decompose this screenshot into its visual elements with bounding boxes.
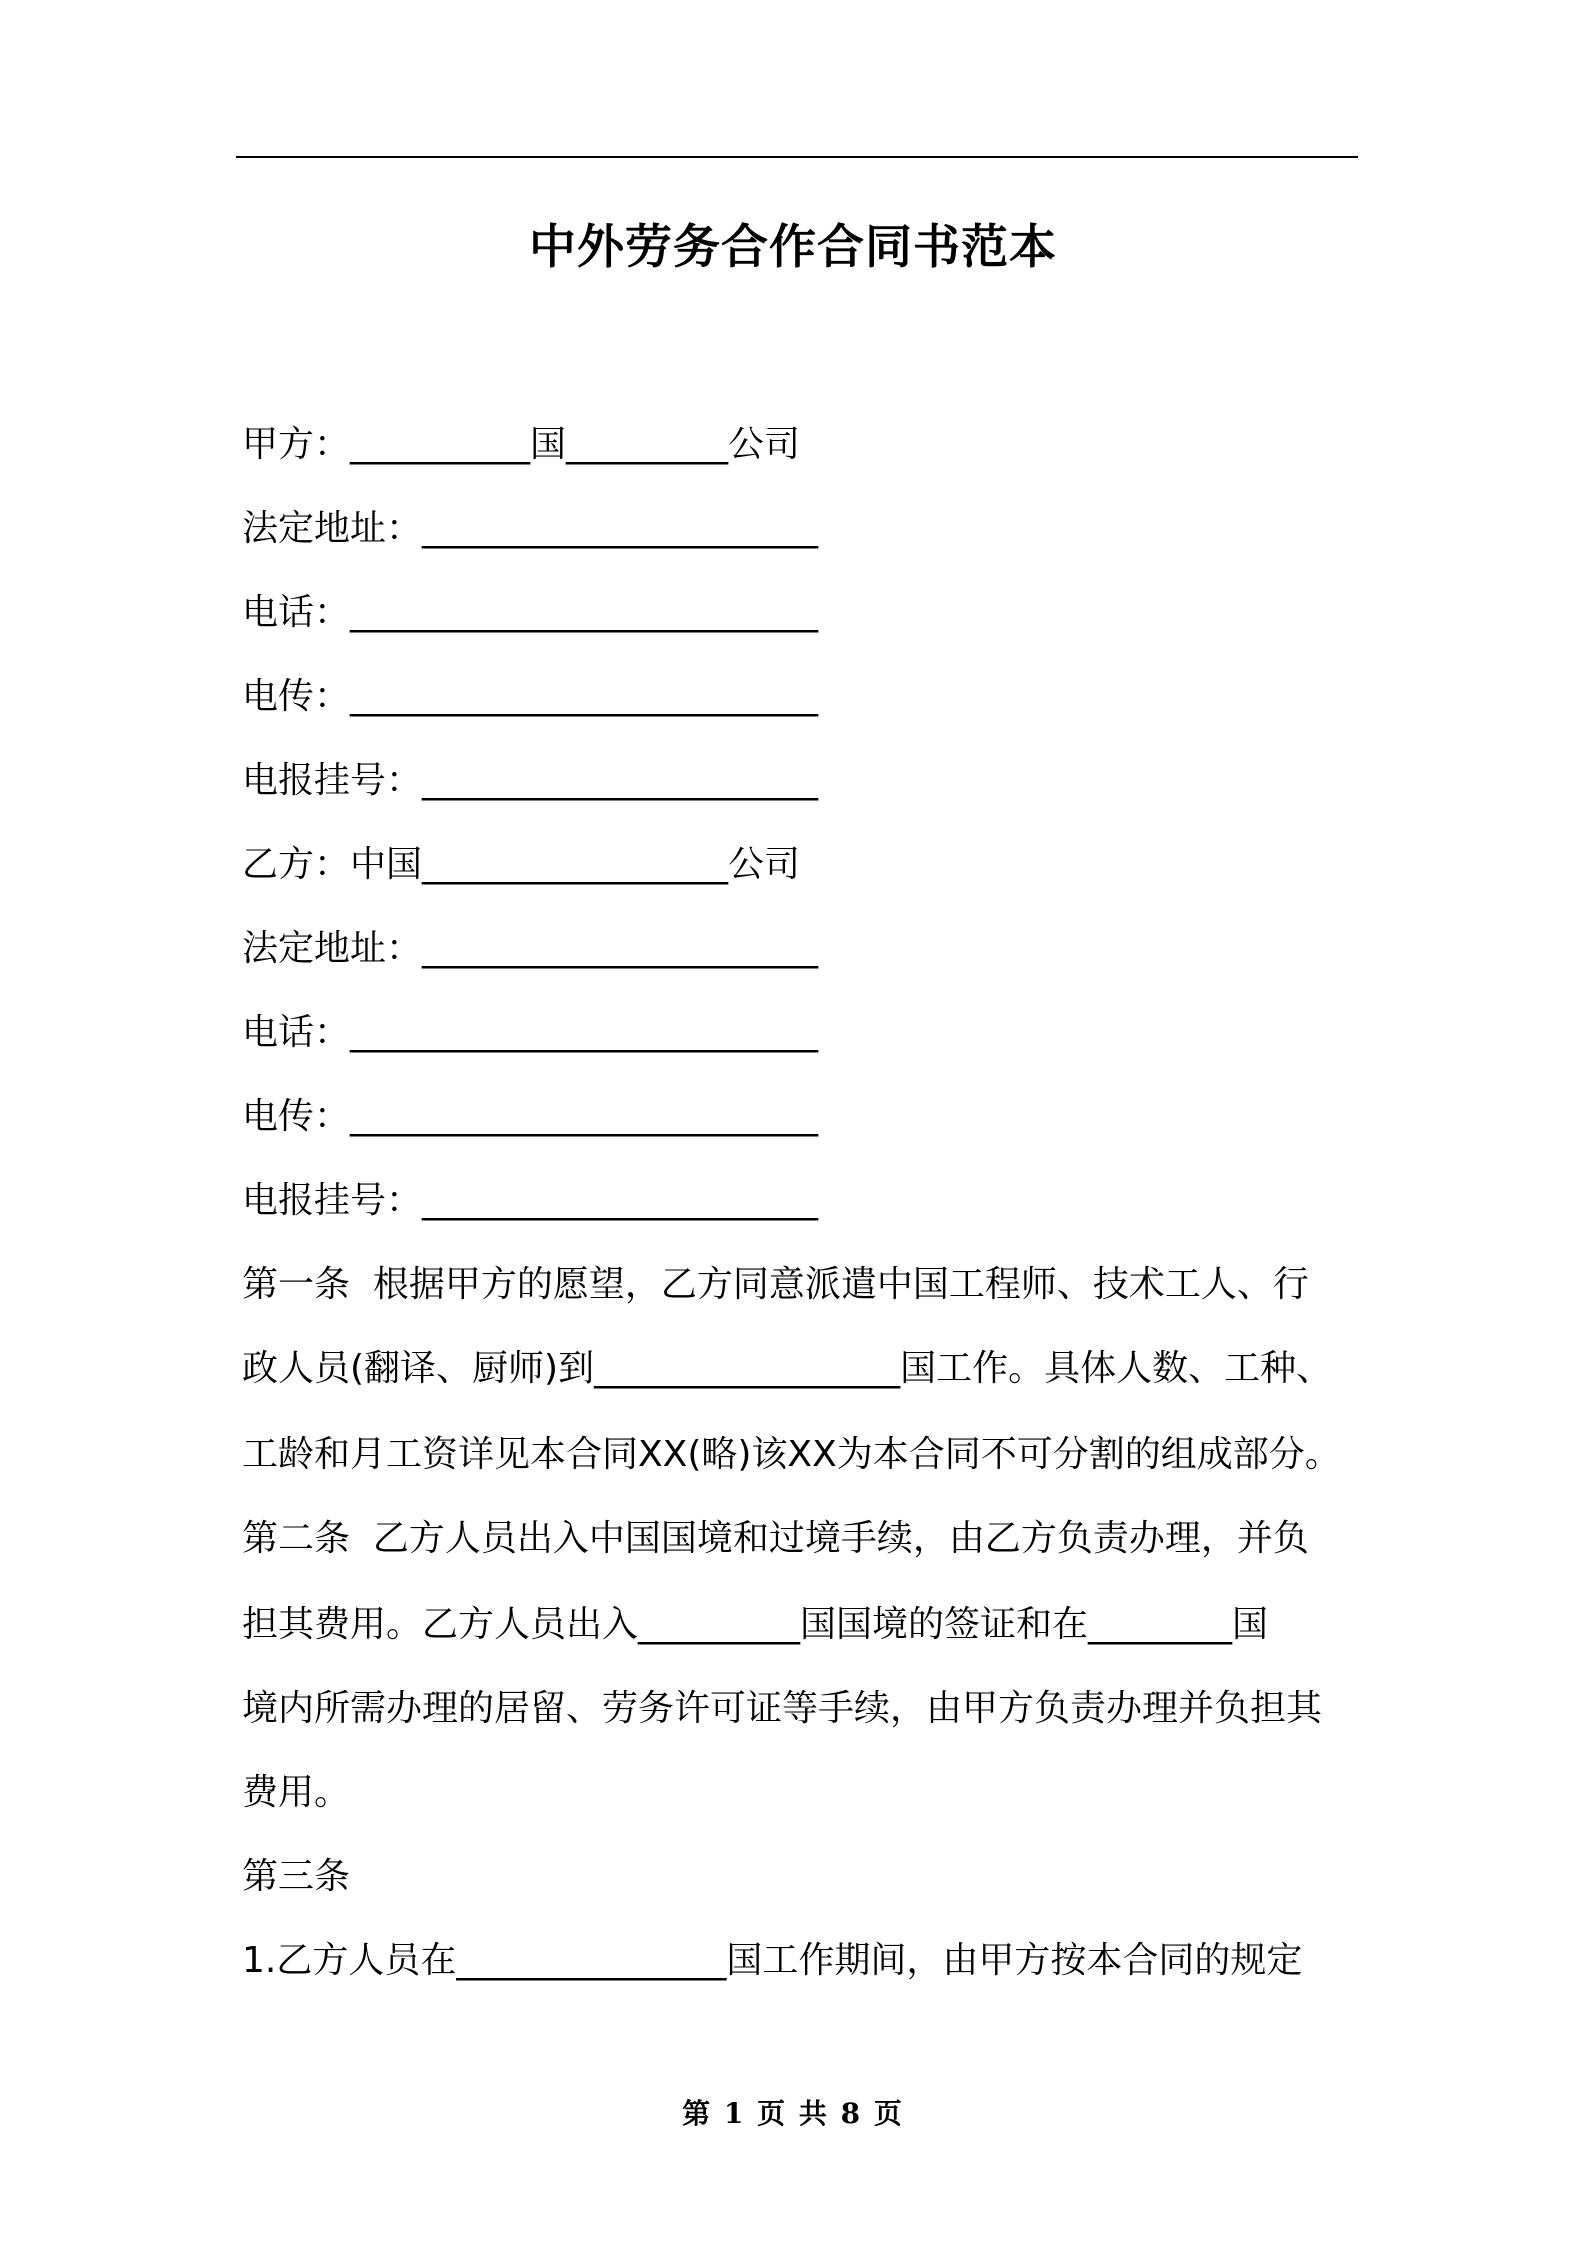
header-rule — [236, 156, 1358, 158]
party-b-name-line: 乙方：中国_________________公司 — [242, 844, 801, 885]
article-2-line-3: 境内所需办理的居留、劳务许可证等手续，由甲方负责办理并负担其 — [242, 1688, 1323, 1729]
party-b-telex-line: 电传：__________________________ — [242, 1096, 819, 1137]
article-2-line-1: 第二条 乙方人员出入中国国境和过境手续，由乙方负责办理，并负 — [242, 1518, 1309, 1559]
article-1-line-1: 第一条 根据甲方的愿望，乙方同意派遣中国工程师、技术工人、行 — [242, 1264, 1309, 1305]
article-2-line-4: 费用。 — [242, 1772, 351, 1813]
document-title: 中外劳务合作合同书范本 — [529, 220, 1057, 275]
page-footer: 第 1 页 共 8 页 — [682, 2097, 904, 2130]
party-b-phone-line: 电话：__________________________ — [242, 1012, 819, 1053]
party-a-phone-line: 电话：__________________________ — [242, 592, 819, 633]
party-a-telex-line: 电传：__________________________ — [242, 676, 819, 717]
article-3-item-1-line-1: 1.乙方人员在_______________国工作期间，由甲方按本合同的规定 — [242, 1940, 1303, 1981]
party-b-cable-line: 电报挂号：______________________ — [242, 1180, 819, 1221]
party-a-address-line: 法定地址：______________________ — [242, 508, 819, 549]
party-b-address-line: 法定地址：______________________ — [242, 928, 819, 969]
party-a-cable-line: 电报挂号：______________________ — [242, 760, 819, 801]
article-1-line-3: 工龄和月工资详见本合同XX(略)该XX为本合同不可分割的组成部分。 — [242, 1434, 1341, 1475]
article-2-line-2: 担其费用。乙方人员出入_________国国境的签证和在________国 — [242, 1604, 1269, 1645]
party-a-name-line: 甲方：__________国_________公司 — [242, 424, 801, 465]
contract-body — [242, 403, 1382, 2003]
article-1-line-2: 政人员(翻译、厨师)到_________________国工作。具体人数、工种、 — [242, 1348, 1333, 1389]
article-3-heading: 第三条 — [242, 1856, 351, 1897]
